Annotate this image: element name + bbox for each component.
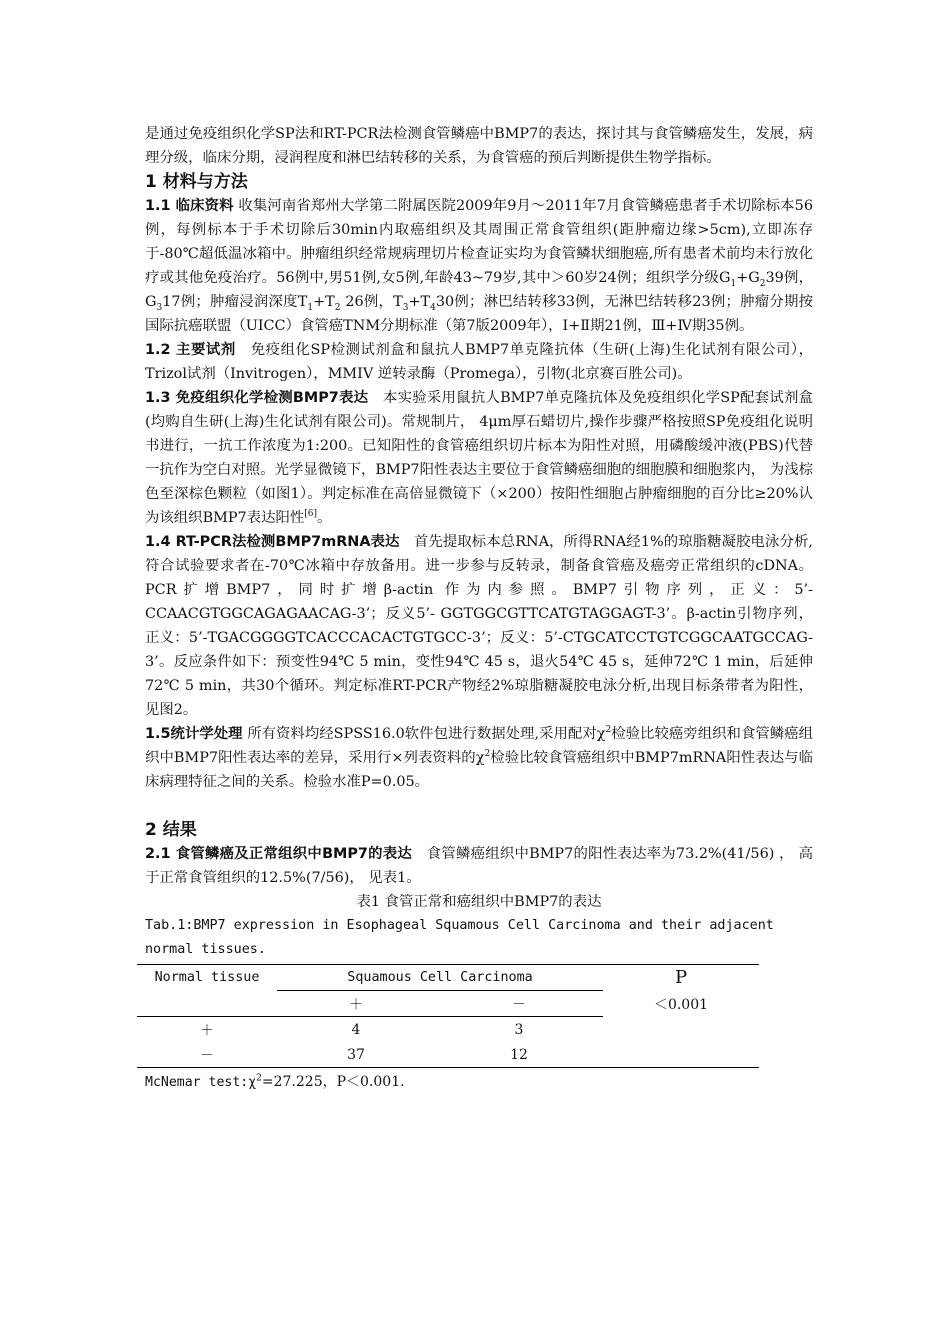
table-1-caption-cn: 表1 食管正常和癌组织中BMP7的表达	[356, 894, 602, 910]
sub-col-plus: ＋	[277, 991, 435, 1017]
sub-col-minus: －	[435, 991, 603, 1017]
section-1-1-heading: 1.1 临床资料	[145, 198, 234, 214]
row-label-minus: －	[137, 1042, 277, 1068]
section-1-title: 1 材料与方法	[145, 172, 248, 192]
section-1-4-heading: 1.4 RT-PCR法检测BMP7mRNA表达	[145, 534, 400, 550]
p-value: ＜0.001	[653, 996, 709, 1013]
cell-minus-plus: 37	[277, 1042, 435, 1068]
cell-plus-plus: 4	[277, 1017, 435, 1043]
col-p: P	[603, 965, 759, 991]
section-2-1: 2.1 食管鳞癌及正常组织中BMP7的表达 食管鳞癌组织中BMP7的阳性表达率为73.2%(41/56) ， 高于正常食管组织的12.5%(7/56)， 见表1。	[145, 846, 814, 886]
table-1	[137, 964, 759, 1068]
section-1-5-heading: 1.5统计学处理	[145, 726, 243, 742]
col-scc: Squamous Cell Carcinoma	[277, 965, 603, 991]
reference-6[interactable]: [6]	[304, 509, 318, 520]
col-normal-tissue: Normal tissue	[137, 965, 277, 991]
section-1-4: 1.4 RT-PCR法检测BMP7mRNA表达 首先提取标本总RNA，所得RNA经1%的琼脂糖凝胶电泳分析,符合试验要求者在-70℃冰箱中存放备用。进一步参与反转录，制备食管癌及癌旁正常组织的cDNA。PCR扩增BMP7，同时扩增β-actin 作为内参照。BMP7引物序列，正义：5’-CCAACGTGGCAGAGAACAG-3’；反义5’- GGTGGCGTTCATGTAGGAGT-3’。β-actin引物序列，正义：5’-TGACGGGGTCACCCACACTGTGCC-3’；反义：5’-CTGCATCCTGTCGGCAATGCCAG-3’。反应条件如下：预变性94℃ 5 min，变性94℃ 45 s，退火54℃ 45 s，延伸72℃ 1 min，后延伸72℃ 5 min，共30个循环。判定标准RT-PCR产物经2%琼脂糖凝胶电泳分析,出现目标条带者为阳性，见图2。	[145, 534, 814, 718]
table-1-caption-en: Tab.1:BMP7 expression in Esophageal Squamous Cell Carcinoma and their adjacent normal tissues.	[145, 918, 774, 957]
cell-minus-minus: 12	[435, 1042, 603, 1068]
paper-page	[145, 122, 813, 1095]
intro-paragraph: 是通过免疫组织化学SP法和RT-PCR法检测食管鳞癌中BMP7的表达，探讨其与食管鳞癌发生，发展，病理分级，临床分期，浸润程度和淋巴结转移的关系，为食管癌的预后判断提供生物学指标。	[145, 126, 813, 166]
section-1-2-heading: 1.2 主要试剂	[145, 342, 236, 358]
section-1-5: 1.5统计学处理 所有资料均经SPSS16.0软件包进行数据处理,采用配对$\chi^2$检验比较癌旁组织和食管鳞癌组织中BMP7阳性表达率的差异，采用行×列表资料的$\chi^2$检验比较食管癌组织中BMP7mRNA阳性表达与临床病理特征之间的关系。检验水准P=0.05。	[145, 725, 813, 790]
section-1-1: 1.1 临床资料 收集河南省郑州大学第二附属医院2009年9月～2011年7月食管鳞癌患者手术切除标本56例，每例标本于手术切除后30min内取癌组织及其周围正常食管组织(距肿瘤边缘>5cm),立即冻存于-80℃超低温冰箱中。肿瘤组织经常规病理切片检查证实均为食管鳞状细胞癌,所有患者术前均未行放化疗或其他免疫治疗。56例中,男51例,女5例,年龄43~79岁,其中＞60岁24例；组织学分级$G_1+G_239$例，$G_317$例；肿瘤浸润深度$T_1+T_2$ 26例，$T_3+T_430$例；淋巴结转移33例，无淋巴结转移23例；肿瘤分期按国际抗癌联盟（UICC）食管癌TNM分期标准（第7版2009年），Ⅰ+Ⅱ期21例，Ⅲ+Ⅳ期35例。	[145, 198, 813, 334]
section-1-3-heading: 1.3 免疫组织化学检测BMP7表达	[145, 390, 369, 406]
row-label-plus: ＋	[137, 1017, 277, 1043]
table-1-note: McNemar $test:\chi^2=27.225$，P＜0.001.	[145, 1073, 405, 1090]
section-2-title: 2 结果	[145, 820, 197, 840]
section-2-1-heading: 2.1 食管鳞癌及正常组织中BMP7的表达	[145, 846, 413, 862]
section-1-3: 1.3 免疫组织化学检测BMP7表达 本实验采用鼠抗人BMP7单克隆抗体及免疫组织化学SP配套试剂盒(均购自生研(上海)生化试剂有限公司)。常规制片， 4μm厚石蜡切片,操作步骤严格按照SP免疫组化说明书进行，一抗工作浓度为1:200。已知阳性的食管癌组织切片标本为阳性对照，用磷酸缓冲液(PBS)代替一抗作为空白对照。光学显微镜下，BMP7阳性表达主要位于食管鳞癌细胞的细胞膜和细胞浆内， 为浅棕色至深棕色颗粒（如图1）。判定标准在高倍显微镜下（×200）按阳性细胞占肿瘤细胞的百分比≥20%认为该组织BMP7表达阳性[6]。	[145, 390, 813, 526]
section-1-2: 1.2 主要试剂 免疫组化SP检测试剂盒和鼠抗人BMP7单克隆抗体（生研(上海)生化试剂有限公司），Trizol试剂（Invitrogen），MMIV 逆转录酶（Promega），引物(北京赛百胜公司)。	[145, 342, 813, 382]
cell-plus-minus: 3	[435, 1017, 603, 1043]
